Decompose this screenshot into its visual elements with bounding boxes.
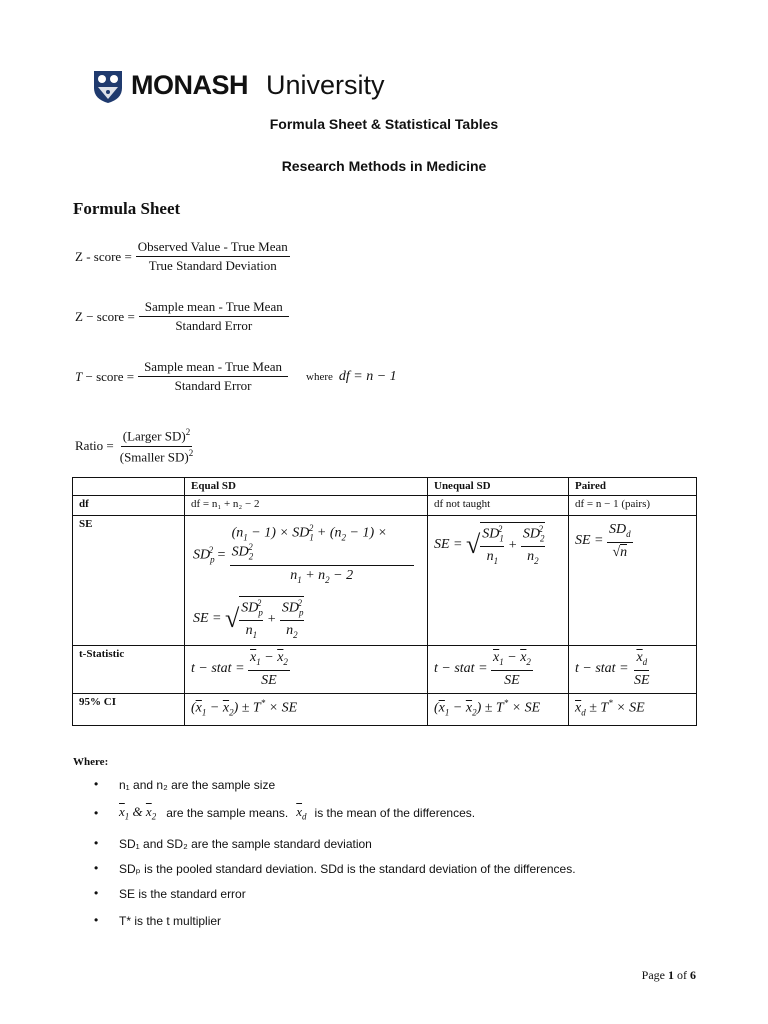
cell-t-equal: t − stat = $\frac{\overline{x}_1 - \overline{x}_2}{SE}$ bbox=[185, 646, 428, 694]
where-label: Where: bbox=[73, 756, 109, 768]
note-sample-sd: SD₁ and SD₂ are the sample standard deviation bbox=[119, 837, 372, 851]
bullet-1: • bbox=[94, 777, 99, 791]
cell-ci-equal: $(\overline{x}_1 - \overline{x}_2) \pm T^*$ × SE bbox=[185, 694, 428, 726]
note-standard-error: SE is the standard error bbox=[119, 887, 246, 901]
cell-ci-paired: $\overline{x}_d \pm T^*$ × SE bbox=[569, 694, 697, 726]
logo-wordmark-light: University bbox=[266, 70, 385, 100]
page-title: Formula Sheet & Statistical Tables bbox=[269, 116, 499, 132]
z1-lhs: Z - score = bbox=[75, 248, 132, 264]
z2-numerator: Sample mean - True Mean bbox=[139, 300, 289, 317]
ratio-numerator: (Larger SD)$^2$ bbox=[121, 428, 192, 447]
header-empty bbox=[73, 478, 185, 496]
bullet-2: • bbox=[94, 806, 99, 820]
t-numerator: Sample mean - True Mean bbox=[138, 360, 288, 377]
formula-ratio bbox=[75, 428, 195, 464]
z2-denominator: Standard Error bbox=[175, 318, 253, 334]
formula-z-score-2 bbox=[75, 300, 289, 334]
cell-ci-unequal: $(\overline{x}_1 - \overline{x}_2) \pm T^*$ × SE bbox=[428, 694, 569, 726]
note-pooled-sd: SDₚ is the pooled standard deviation. SDd is the standard deviation of the differences. bbox=[119, 862, 576, 876]
z1-denominator: True Standard Deviation bbox=[148, 258, 277, 274]
bullet-6: • bbox=[94, 913, 99, 927]
row-label-95ci: 95% CI bbox=[73, 694, 185, 726]
cell-df-paired: df = n − 1 (pairs) bbox=[569, 496, 697, 516]
note-t-multiplier: T* is the t multiplier bbox=[119, 914, 222, 928]
formula-table bbox=[72, 477, 697, 726]
note-sample-size: n₁ and n₂ are the sample size bbox=[119, 778, 276, 792]
t-denominator: Standard Error bbox=[174, 378, 252, 394]
cell-df-unequal: df not taught bbox=[428, 496, 569, 516]
header-equal-sd: Equal SD bbox=[185, 478, 428, 496]
header-paired: Paired bbox=[569, 478, 697, 496]
section-heading: Formula Sheet bbox=[73, 199, 181, 218]
note-sample-means: $\overline{x}_1$ & $\overline{x}_2$ are the sample means. $\overline{x}_d$ is the mean of the differences. bbox=[119, 804, 476, 822]
ratio-denominator: (Smaller SD)$^2$ bbox=[119, 447, 194, 464]
row-label-se: SE bbox=[73, 516, 185, 646]
logo bbox=[93, 68, 413, 108]
bullet-5: • bbox=[94, 886, 99, 900]
logo-wordmark-bold: MONASH bbox=[131, 70, 248, 100]
formula-t-score bbox=[75, 360, 397, 394]
cell-t-paired: t − stat = $\frac{\overline{x}_d}{SE}$ bbox=[569, 646, 697, 694]
row-label-t-statistic: t-Statistic bbox=[73, 646, 185, 694]
ratio-lhs: Ratio = bbox=[75, 438, 114, 454]
page-number: Page 1 of 6 bbox=[641, 968, 696, 982]
z1-numerator: Observed Value - True Mean bbox=[136, 240, 290, 257]
row-label-df: df bbox=[73, 496, 185, 516]
cell-se-equal: $SD_p^2$ = $\frac{(n_1 - 1) \times SD_1^2 + (n_2 - 1) \times SD_2^2}{n_1 + n_2 - 2}$ SE = √ $\frac{SD_p^2}{n_1}$ + $\frac{SD_p^2}{n_2}$ bbox=[185, 516, 428, 646]
t-where: where bbox=[306, 370, 333, 383]
bullet-4: • bbox=[94, 861, 99, 875]
cell-se-unequal: SE = √ $\frac{SD_1^2}{n_1}$ + $\frac{SD_2^2}{n_2}$ bbox=[428, 516, 569, 646]
z2-lhs: Z − score = bbox=[75, 308, 135, 324]
t-df: df = n − 1 bbox=[338, 368, 397, 384]
t-lhs-var: T bbox=[75, 368, 83, 384]
page-subtitle: Research Methods in Medicine bbox=[281, 158, 487, 174]
t-lhs: − score = bbox=[82, 368, 135, 384]
cell-t-unequal: t − stat = $\frac{\overline{x}_1 - \overline{x}_2}{SE}$ bbox=[428, 646, 569, 694]
bullet-3: • bbox=[94, 836, 99, 850]
cell-se-paired: SE = $\frac{SD_d}{√n}$ bbox=[569, 516, 697, 646]
formula-z-score-1 bbox=[75, 240, 290, 274]
monash-crest-icon bbox=[93, 70, 123, 104]
cell-df-equal: df = n₁ + n₂ − 2 bbox=[185, 496, 428, 516]
header-unequal-sd: Unequal SD bbox=[428, 478, 569, 496]
